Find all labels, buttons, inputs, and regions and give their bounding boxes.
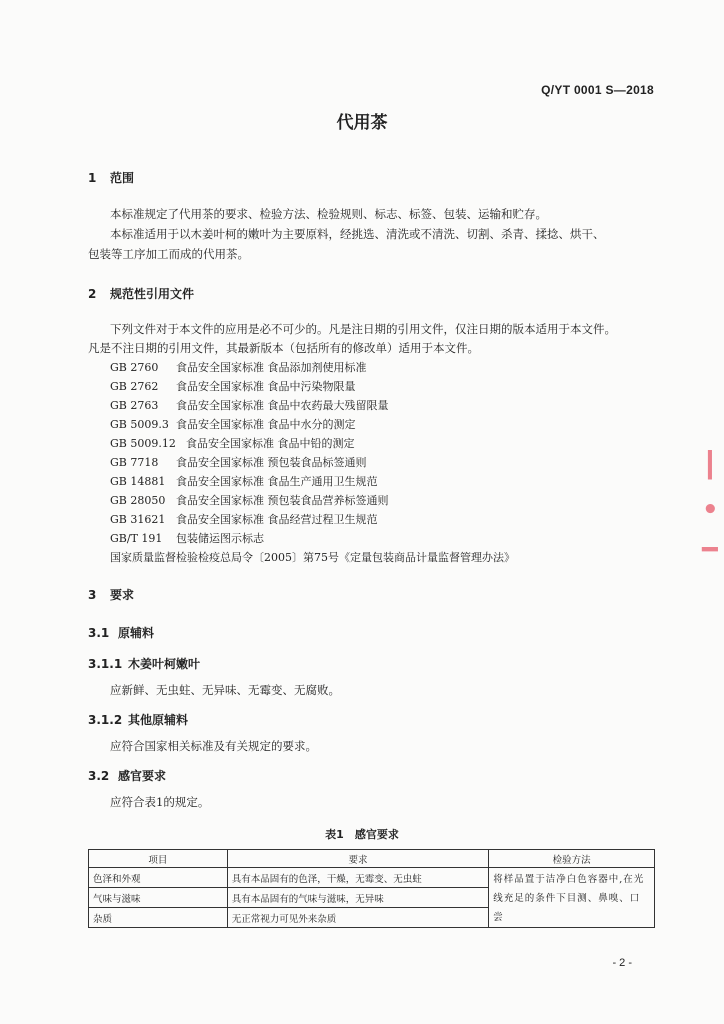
reference-code: GB/T 191 bbox=[110, 532, 163, 545]
reference-code: GB 2760 bbox=[110, 361, 159, 374]
reference-item bbox=[110, 472, 378, 491]
reference-item bbox=[110, 529, 264, 548]
reference-code: GB 5009.3 bbox=[110, 418, 169, 431]
page-number: - 2 - bbox=[612, 957, 632, 969]
reference-title: 食品安全国家标准 预包装食品标签通则 bbox=[176, 456, 367, 469]
section-1-heading bbox=[88, 169, 134, 186]
section-number: 3.1.2 bbox=[88, 713, 123, 727]
table-row bbox=[89, 868, 655, 888]
reference-code: GB 7718 bbox=[110, 456, 159, 469]
table-cell-requirement: 具有本品固有的气味与滋味，无异味 bbox=[227, 888, 489, 908]
references-intro-line-2: 凡是不注日期的引用文件，其最新版本（包括所有的修改单）适用于本文件。 bbox=[88, 341, 479, 355]
references-intro-line-1: 下列文件对于本文件的应用是必不可少的。凡是注日期的引用文件，仅注日期的版本适用于本文件。 bbox=[110, 322, 616, 336]
section-title: 感官要求 bbox=[118, 769, 167, 783]
scope-paragraph-1: 本标准规定了代用茶的要求、检验方法、检验规则、标志、标签、包装、运输和贮存。 bbox=[110, 207, 547, 221]
section-number: 3 bbox=[88, 588, 97, 602]
section-title: 其他原辅料 bbox=[128, 713, 189, 727]
section-2-heading bbox=[88, 285, 194, 302]
section-title: 木姜叶柯嫩叶 bbox=[128, 657, 201, 671]
standard-number: Q/YT 0001 S—2018 bbox=[541, 83, 654, 97]
section-title: 要求 bbox=[110, 588, 135, 602]
reference-item bbox=[110, 415, 356, 434]
reference-code: GB 31621 bbox=[110, 513, 166, 526]
section-3-2-text: 应符合表1的规定。 bbox=[110, 795, 210, 809]
reference-title: 食品安全国家标准 食品添加剂使用标准 bbox=[176, 361, 367, 374]
reference-title: 食品安全国家标准 食品中污染物限量 bbox=[176, 380, 356, 393]
reference-title: 食品安全国家标准 食品中水分的测定 bbox=[176, 418, 356, 431]
table-cell-item: 气味与滋味 bbox=[89, 888, 228, 908]
column-header: 检验方法 bbox=[489, 850, 655, 868]
section-number: 2 bbox=[88, 287, 97, 301]
decree-reference: 国家质量监督检验检疫总局令〔2005〕第75号《定量包装商品计量监督管理办法》 bbox=[110, 551, 515, 564]
reference-item bbox=[110, 396, 389, 415]
table-cell-method: 将样品置于洁净白色容器中,在光线充足的条件下目测、鼻嗅、口尝 bbox=[489, 868, 655, 928]
section-3-1-1-heading bbox=[88, 655, 200, 672]
section-title: 范围 bbox=[110, 171, 135, 185]
reference-item bbox=[110, 453, 367, 472]
reference-item bbox=[110, 510, 378, 529]
section-3-2-heading bbox=[88, 767, 166, 784]
section-title: 原辅料 bbox=[118, 626, 155, 640]
reference-item bbox=[110, 358, 367, 377]
section-number: 1 bbox=[88, 171, 97, 185]
section-3-heading bbox=[88, 586, 134, 603]
reference-title: 食品安全国家标准 食品生产通用卫生规范 bbox=[176, 475, 378, 488]
reference-code: GB 2762 bbox=[110, 380, 159, 393]
section-number: 3.2 bbox=[88, 769, 110, 783]
section-number: 3.1.1 bbox=[88, 657, 123, 671]
section-number: 3.1 bbox=[88, 626, 110, 640]
table-cell-requirement: 无正常视力可见外来杂质 bbox=[227, 908, 489, 928]
reference-item bbox=[110, 434, 355, 453]
reference-item bbox=[110, 377, 356, 396]
table-header-row bbox=[89, 850, 655, 868]
section-3-1-1-text: 应新鲜、无虫蛀、无异味、无霉变、无腐败。 bbox=[110, 683, 340, 697]
section-title: 规范性引用文件 bbox=[110, 287, 195, 301]
reference-code: GB 2763 bbox=[110, 399, 159, 412]
table-caption: 表1 感官要求 bbox=[325, 828, 399, 841]
scope-paragraph-2-line-1: 本标准适用于以木姜叶柯的嫩叶为主要原料，经挑选、清洗或不清洗、切割、杀青、揉捻、烘干、 bbox=[110, 227, 605, 241]
table-cell-requirement: 具有本品固有的色泽，干燥，无霉变、无虫蛀 bbox=[227, 868, 489, 888]
section-3-1-2-text: 应符合国家相关标准及有关规定的要求。 bbox=[110, 739, 317, 753]
reference-title: 食品安全国家标准 食品中农药最大残留限量 bbox=[176, 399, 389, 412]
table-cell-item: 色泽和外观 bbox=[89, 868, 228, 888]
reference-title: 食品安全国家标准 预包装食品营养标签通则 bbox=[176, 494, 389, 507]
section-3-1-2-heading bbox=[88, 711, 188, 728]
reference-code: GB 14881 bbox=[110, 475, 166, 488]
section-3-1-heading bbox=[88, 624, 154, 641]
reference-title: 食品安全国家标准 食品中铅的测定 bbox=[186, 437, 355, 450]
column-header: 项目 bbox=[89, 850, 228, 868]
reference-code: GB 28050 bbox=[110, 494, 166, 507]
scope-paragraph-2-line-2: 包装等工序加工而成的代用茶。 bbox=[88, 247, 249, 261]
reference-title: 食品安全国家标准 食品经营过程卫生规范 bbox=[176, 513, 378, 526]
reference-title: 包装储运图示标志 bbox=[176, 532, 264, 545]
table-cell-item: 杂质 bbox=[89, 908, 228, 928]
reference-code: GB 5009.12 bbox=[110, 437, 176, 450]
seal-stamp-fragment: ┃ • ━ bbox=[702, 450, 719, 565]
reference-item bbox=[110, 491, 389, 510]
sensory-requirements-table bbox=[88, 849, 655, 928]
column-header: 要求 bbox=[227, 850, 489, 868]
document-title: 代用茶 bbox=[336, 113, 388, 133]
